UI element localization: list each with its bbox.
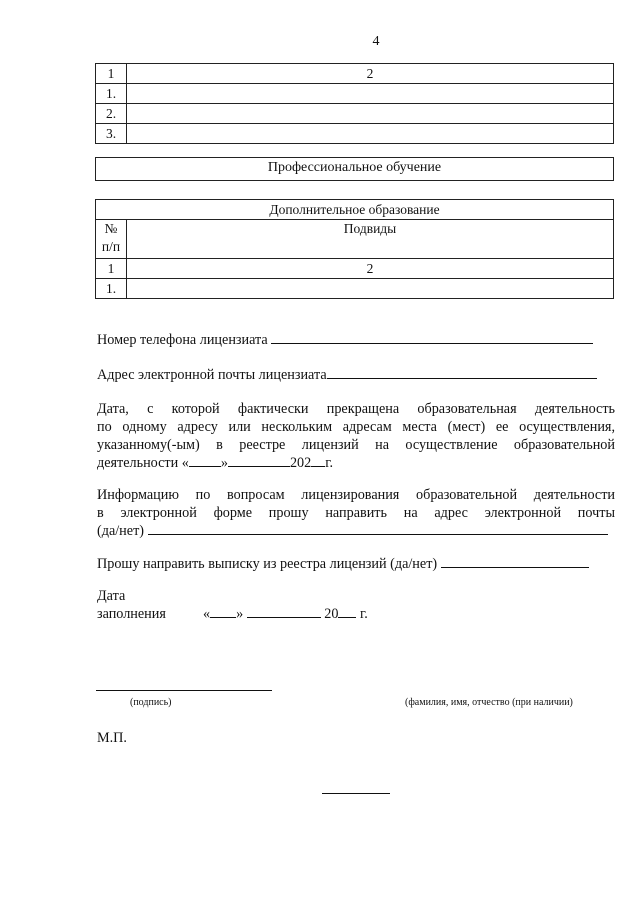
phone-label: Номер телефона лицензиата — [97, 332, 268, 348]
phone-input-line[interactable] — [271, 331, 593, 344]
info-yesno-label: (да/нет) — [97, 523, 144, 539]
table-header-row — [96, 220, 614, 259]
fill-quote-open: « — [203, 606, 211, 622]
termination-line-1: Дата, с которой фактически прекращена образовательная деятельность — [97, 401, 615, 417]
table-row — [96, 104, 614, 124]
index-col-1: 1 — [96, 259, 127, 279]
stamp-placeholder: М.П. — [97, 730, 127, 746]
row-cell[interactable] — [127, 124, 614, 144]
col-number-header-line1: № — [104, 221, 118, 236]
termination-date-paragraph — [97, 400, 615, 472]
termination-year-input[interactable] — [311, 454, 325, 467]
termination-month-input[interactable] — [228, 454, 290, 467]
termination-date-suffix: г. — [325, 455, 333, 471]
professional-training-title: Профессиональное обучение — [267, 160, 442, 175]
fill-year-input[interactable] — [338, 605, 356, 618]
info-line-3 — [97, 522, 615, 540]
termination-line-4 — [97, 454, 615, 472]
fill-date-block — [97, 587, 497, 623]
fill-date-line2 — [97, 605, 497, 623]
termination-line-2: по одному адресу или нескольким адресам места (мест) ее осуществления, — [97, 419, 615, 435]
email-input-line[interactable] — [327, 366, 597, 379]
professional-training-box — [95, 157, 614, 181]
header-col-2: 2 — [127, 64, 614, 84]
fill-day-input[interactable] — [210, 605, 236, 618]
page-number: 4 — [372, 34, 380, 49]
extract-request-row — [97, 555, 617, 573]
table-title: Дополнительное образование — [96, 200, 614, 220]
row-cell[interactable] — [127, 84, 614, 104]
header-col-1: 1 — [96, 64, 127, 84]
fill-date-label-line1: Дата — [97, 588, 126, 604]
termination-year-prefix: 202 — [289, 455, 312, 471]
email-label: Адрес электронной почты лицензиата — [97, 367, 327, 383]
row-number: 1. — [96, 279, 127, 299]
info-line-1: Информацию по вопросам лицензирования образовательной деятельности — [97, 487, 615, 503]
termination-line-3: указанному(-ым) в реестре лицензий на осуществление образовательной — [97, 437, 615, 453]
termination-day-input[interactable] — [189, 454, 221, 467]
row-number: 1. — [96, 84, 127, 104]
email-field-row — [97, 366, 617, 384]
table-additional-education — [95, 199, 614, 299]
row-cell[interactable] — [127, 104, 614, 124]
signature-caption: (подпись) — [130, 697, 172, 708]
fill-year-prefix: 20 — [324, 606, 339, 622]
table-row — [96, 279, 614, 299]
info-line-2: в электронной форме прошу направить на адрес электронной почты — [97, 505, 615, 521]
row-cell[interactable] — [127, 279, 614, 299]
termination-date-prefix: деятельности « — [97, 455, 189, 471]
full-name-caption: (фамилия, имя, отчество (при наличии) — [405, 697, 573, 708]
table-header-row — [96, 64, 614, 84]
col-subtypes-header: Подвиды — [127, 220, 614, 259]
fill-quote-close: » — [236, 606, 244, 622]
termination-date-mid: » — [220, 455, 228, 471]
extract-label: Прошу направить выписку из реестра лицензий (да/нет) — [97, 556, 438, 572]
row-number: 2. — [96, 104, 127, 124]
row-number: 3. — [96, 124, 127, 144]
phone-field-row — [97, 331, 617, 349]
table-row — [96, 84, 614, 104]
fill-date-label-line2: заполнения — [97, 606, 166, 622]
signature-line[interactable] — [96, 690, 272, 691]
electronic-info-paragraph — [97, 486, 615, 540]
col-number-header-line2: п/п — [101, 239, 121, 254]
index-col-2: 2 — [127, 259, 614, 279]
extract-input-line[interactable] — [441, 555, 589, 568]
fill-date-suffix: г. — [360, 606, 368, 622]
fill-month-input[interactable] — [247, 605, 321, 618]
table-title-row — [96, 200, 614, 220]
info-yesno-input[interactable] — [148, 522, 608, 535]
table-index-row — [96, 259, 614, 279]
bottom-divider — [322, 793, 390, 794]
table-activity-types — [95, 63, 614, 144]
col-number-header — [96, 220, 127, 259]
table-row — [96, 124, 614, 144]
